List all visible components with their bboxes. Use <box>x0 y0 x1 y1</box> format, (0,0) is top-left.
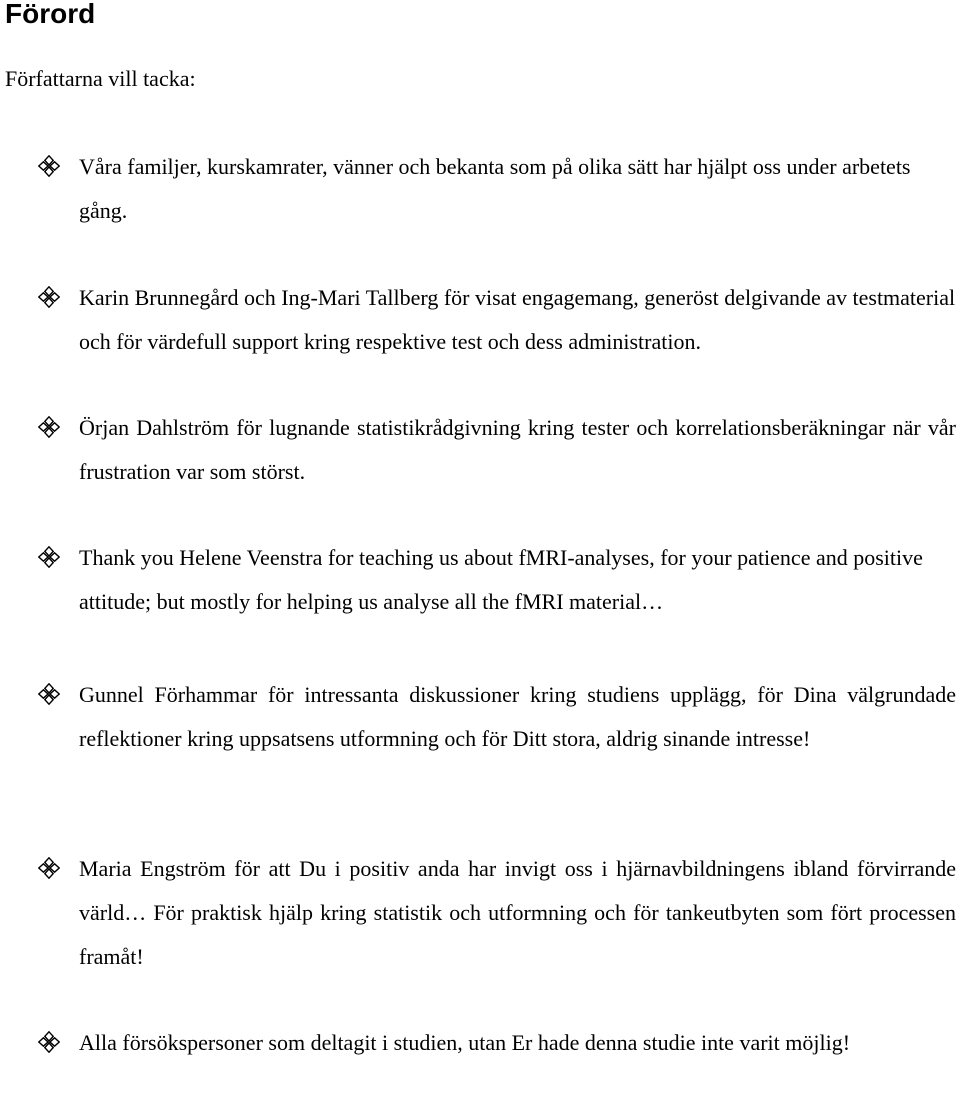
four-diamond-bullet-icon <box>38 857 60 879</box>
four-diamond-bullet-icon <box>38 683 60 705</box>
list-item-text: Alla försökspersoner som deltagit i studien, utan Er hade denna studie inte varit möjlig! <box>79 1030 851 1055</box>
four-diamond-bullet-icon <box>38 1031 60 1053</box>
list-item-text: Karin Brunnegård och Ing-Mari Tallberg för visat engagemang, generöst delgivande av testmaterial och för värdefull support kring respektive test och dess administration. <box>79 285 956 354</box>
intro-text: Författarna vill tacka: <box>5 66 196 91</box>
four-diamond-bullet-icon <box>38 155 60 177</box>
list-item-text: Örjan Dahlström för lugnande statistikrådgivning kring tester och korrelationsberäkningar när vår frustration var som störst. <box>79 415 956 484</box>
list-item-text: Gunnel Förhammar för intressanta diskussioner kring studiens upplägg, för Dina välgrundade reflektioner kring uppsatsens utformning och för Ditt stora, aldrig sinande intresse! <box>79 682 956 751</box>
list-item-text: Maria Engström för att Du i positiv anda har invigt oss i hjärnavbildningens ibland förvirrande värld… För praktisk hjälp kring statistik och utformning och för tankeutbyten som fört processen framåt! <box>79 856 956 969</box>
four-diamond-bullet-icon <box>38 546 60 568</box>
four-diamond-bullet-icon <box>38 286 60 308</box>
page-title: Förord <box>5 0 96 29</box>
four-diamond-bullet-icon <box>38 416 60 438</box>
list-item-text: Thank you Helene Veenstra for teaching us about fMRI-analyses, for your patience and positive attitude; but mostly for helping us analyse all the fMRI material… <box>79 545 923 614</box>
list-item-text: Våra familjer, kurskamrater, vänner och bekanta som på olika sätt har hjälpt oss under arbetets gång. <box>79 154 911 223</box>
